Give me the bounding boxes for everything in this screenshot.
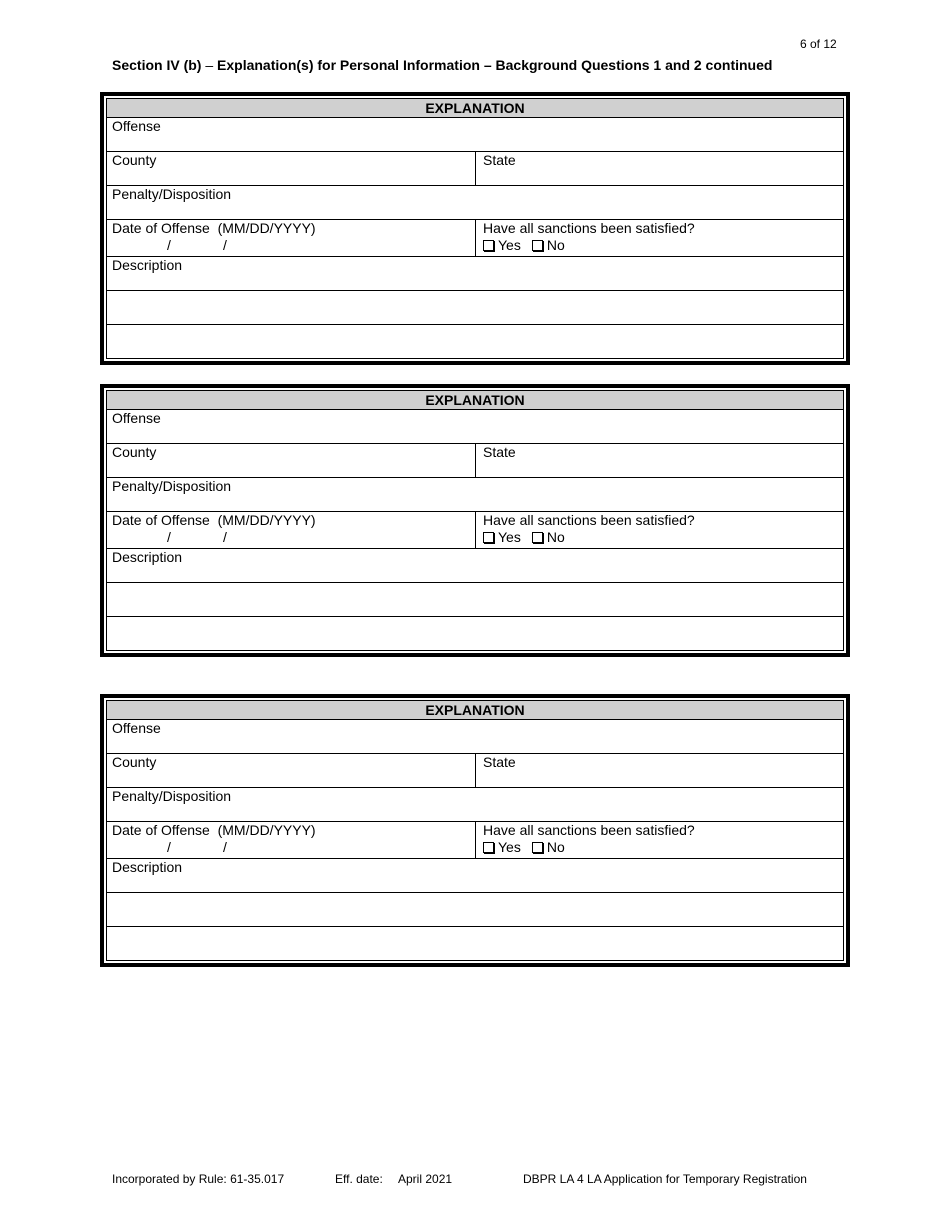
county-field[interactable] — [107, 152, 476, 185]
county-label: County — [112, 754, 157, 770]
offense-field[interactable] — [107, 410, 843, 443]
explanation-block-3 — [100, 694, 850, 967]
description-label: Description — [112, 859, 183, 875]
state-label: State — [483, 444, 516, 460]
sanctions-field — [476, 220, 843, 256]
footer-eff-label: Eff. date: — [335, 1172, 383, 1186]
date-of-offense-field[interactable] — [107, 822, 476, 858]
no-checkbox[interactable] — [532, 842, 543, 853]
explanation-block-2 — [100, 384, 850, 657]
section-title-rest: Explanation(s) for Personal Information – Background Questions 1 and 2 continued — [217, 57, 773, 73]
yes-label: Yes — [498, 839, 521, 855]
explanation-header: EXPLANATION — [107, 701, 843, 719]
page-number: 6 of 12 — [800, 37, 837, 51]
section-title — [112, 57, 812, 74]
description-line[interactable] — [107, 617, 843, 650]
state-label: State — [483, 754, 516, 770]
offense-field[interactable] — [107, 118, 843, 151]
no-label: No — [546, 839, 565, 855]
yes-checkbox[interactable] — [483, 240, 494, 251]
section-title-dash: – — [201, 57, 218, 73]
date-label: Date of Offense (MM/DD/YYYY) — [112, 822, 316, 838]
description-field[interactable] — [107, 859, 843, 892]
county-label: County — [112, 444, 157, 460]
offense-label: Offense — [112, 118, 161, 134]
county-field[interactable] — [107, 754, 476, 787]
penalty-field[interactable] — [107, 186, 843, 219]
explanation-header: EXPLANATION — [107, 391, 843, 409]
yes-label: Yes — [498, 237, 521, 253]
yes-label: Yes — [498, 529, 521, 545]
no-label: No — [546, 237, 565, 253]
footer-rule: Incorporated by Rule: 61-35.017 — [112, 1172, 285, 1186]
yes-checkbox[interactable] — [483, 842, 494, 853]
date-separator: / — [167, 839, 171, 855]
description-line[interactable] — [107, 291, 843, 324]
explanation-block-1 — [100, 92, 850, 365]
state-field[interactable] — [476, 754, 843, 787]
sanctions-label: Have all sanctions been satisfied? — [483, 822, 695, 838]
yes-checkbox[interactable] — [483, 532, 494, 543]
offense-field[interactable] — [107, 720, 843, 753]
no-checkbox[interactable] — [532, 240, 543, 251]
description-field[interactable] — [107, 257, 843, 290]
sanctions-field — [476, 822, 843, 858]
section-title-prefix: Section IV (b) — [112, 57, 202, 73]
date-separator: / — [223, 237, 227, 253]
description-label: Description — [112, 549, 183, 565]
description-line[interactable] — [107, 583, 843, 616]
footer-eff-date: April 2021 — [398, 1172, 453, 1186]
no-label: No — [546, 529, 565, 545]
penalty-label: Penalty/Disposition — [112, 186, 232, 202]
offense-label: Offense — [112, 720, 161, 736]
date-of-offense-field[interactable] — [107, 220, 476, 256]
offense-label: Offense — [112, 410, 161, 426]
state-field[interactable] — [476, 444, 843, 477]
description-line[interactable] — [107, 325, 843, 358]
description-field[interactable] — [107, 549, 843, 582]
description-line[interactable] — [107, 927, 843, 960]
state-field[interactable] — [476, 152, 843, 185]
date-of-offense-field[interactable] — [107, 512, 476, 548]
date-separator: / — [167, 237, 171, 253]
date-separator: / — [223, 529, 227, 545]
date-label: Date of Offense (MM/DD/YYYY) — [112, 512, 316, 528]
footer-form-name: DBPR LA 4 LA Application for Temporary Registration — [523, 1172, 807, 1186]
county-field[interactable] — [107, 444, 476, 477]
sanctions-label: Have all sanctions been satisfied? — [483, 512, 695, 528]
sanctions-field — [476, 512, 843, 548]
date-separator: / — [223, 839, 227, 855]
date-separator: / — [167, 529, 171, 545]
penalty-field[interactable] — [107, 788, 843, 821]
penalty-label: Penalty/Disposition — [112, 788, 232, 804]
penalty-field[interactable] — [107, 478, 843, 511]
penalty-label: Penalty/Disposition — [112, 478, 232, 494]
sanctions-label: Have all sanctions been satisfied? — [483, 220, 695, 236]
county-label: County — [112, 152, 157, 168]
explanation-header: EXPLANATION — [107, 99, 843, 117]
state-label: State — [483, 152, 516, 168]
no-checkbox[interactable] — [532, 532, 543, 543]
description-line[interactable] — [107, 893, 843, 926]
date-label: Date of Offense (MM/DD/YYYY) — [112, 220, 316, 236]
description-label: Description — [112, 257, 183, 273]
